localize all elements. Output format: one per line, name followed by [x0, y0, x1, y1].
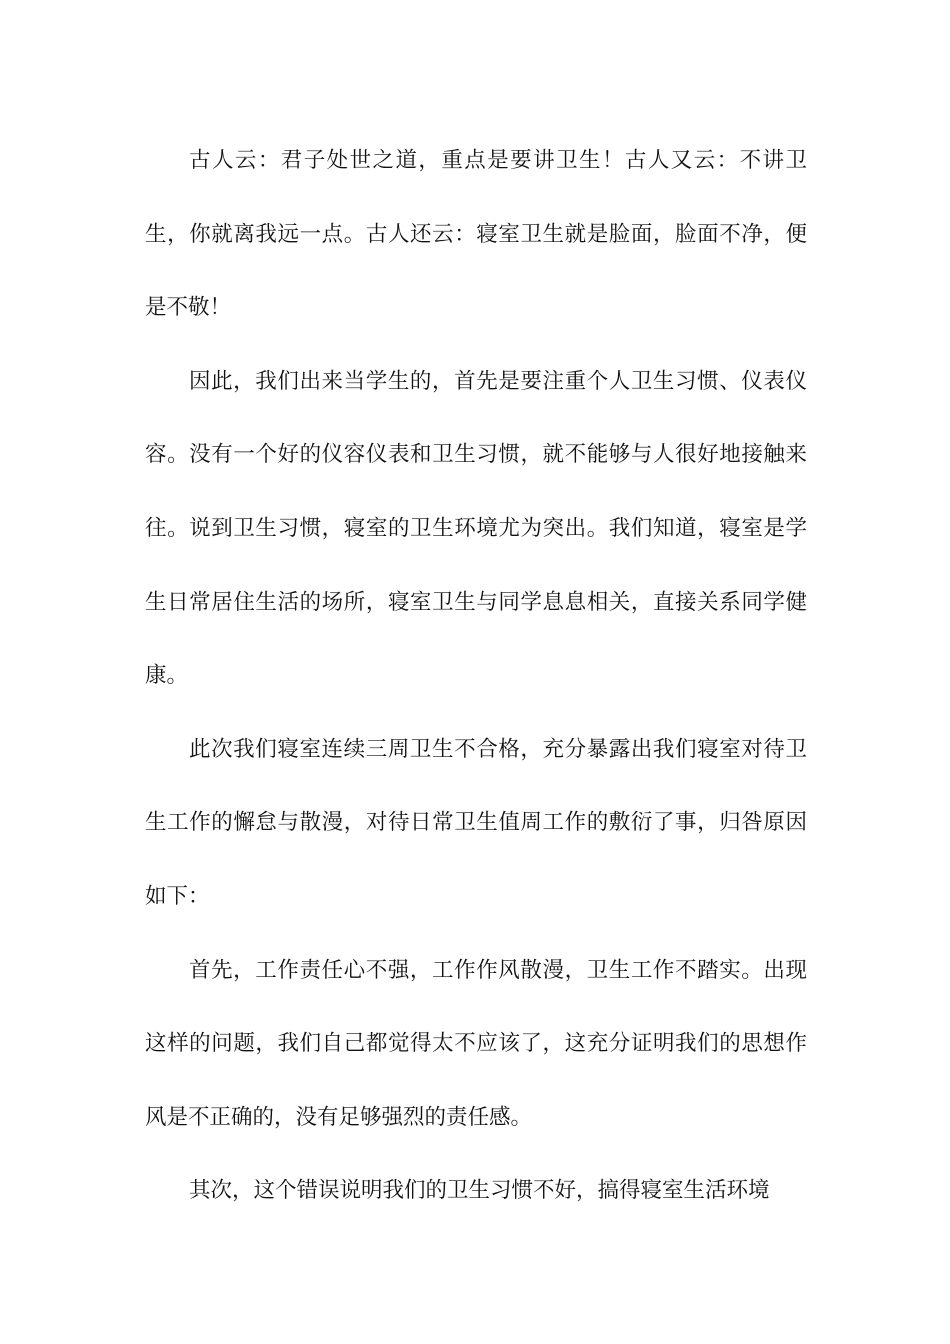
paragraph-4: 首先，工作责任心不强，工作作风散漫，卫生工作不踏实。出现这样的问题，我们自己都觉得太不应该了，这充分证明我们的思想作风是不正确的，没有足够强烈的责任感。: [145, 957, 807, 1130]
paragraph-3: 此次我们寝室连续三周卫生不合格，充分暴露出我们寝室对待卫生工作的懈怠与散漫，对待日常卫生值周工作的敷衍了事，归咎原因如下：: [145, 736, 807, 909]
paragraph-2: 因此，我们出来当学生的，首先是要注重个人卫生习惯、仪表仪容。没有一个好的仪容仪表和卫生习惯，就不能够与人很好地接触来往。说到卫生习惯，寝室的卫生环境尤为突出。我们知道，寝室是学生日常居住生活的场所，寝室卫生与同学息息相关，直接关系同学健康。: [145, 368, 807, 689]
paragraph-1: 古人云：君子处世之道，重点是要讲卫生！古人又云：不讲卫生，你就离我远一点。古人还云：寝室卫生就是脸面，脸面不净，便是不敬！: [145, 148, 807, 321]
paragraph-5: 其次，这个错误说明我们的卫生习惯不好，搞得寝室生活环境: [189, 1178, 770, 1204]
document-body: [145, 124, 807, 1228]
